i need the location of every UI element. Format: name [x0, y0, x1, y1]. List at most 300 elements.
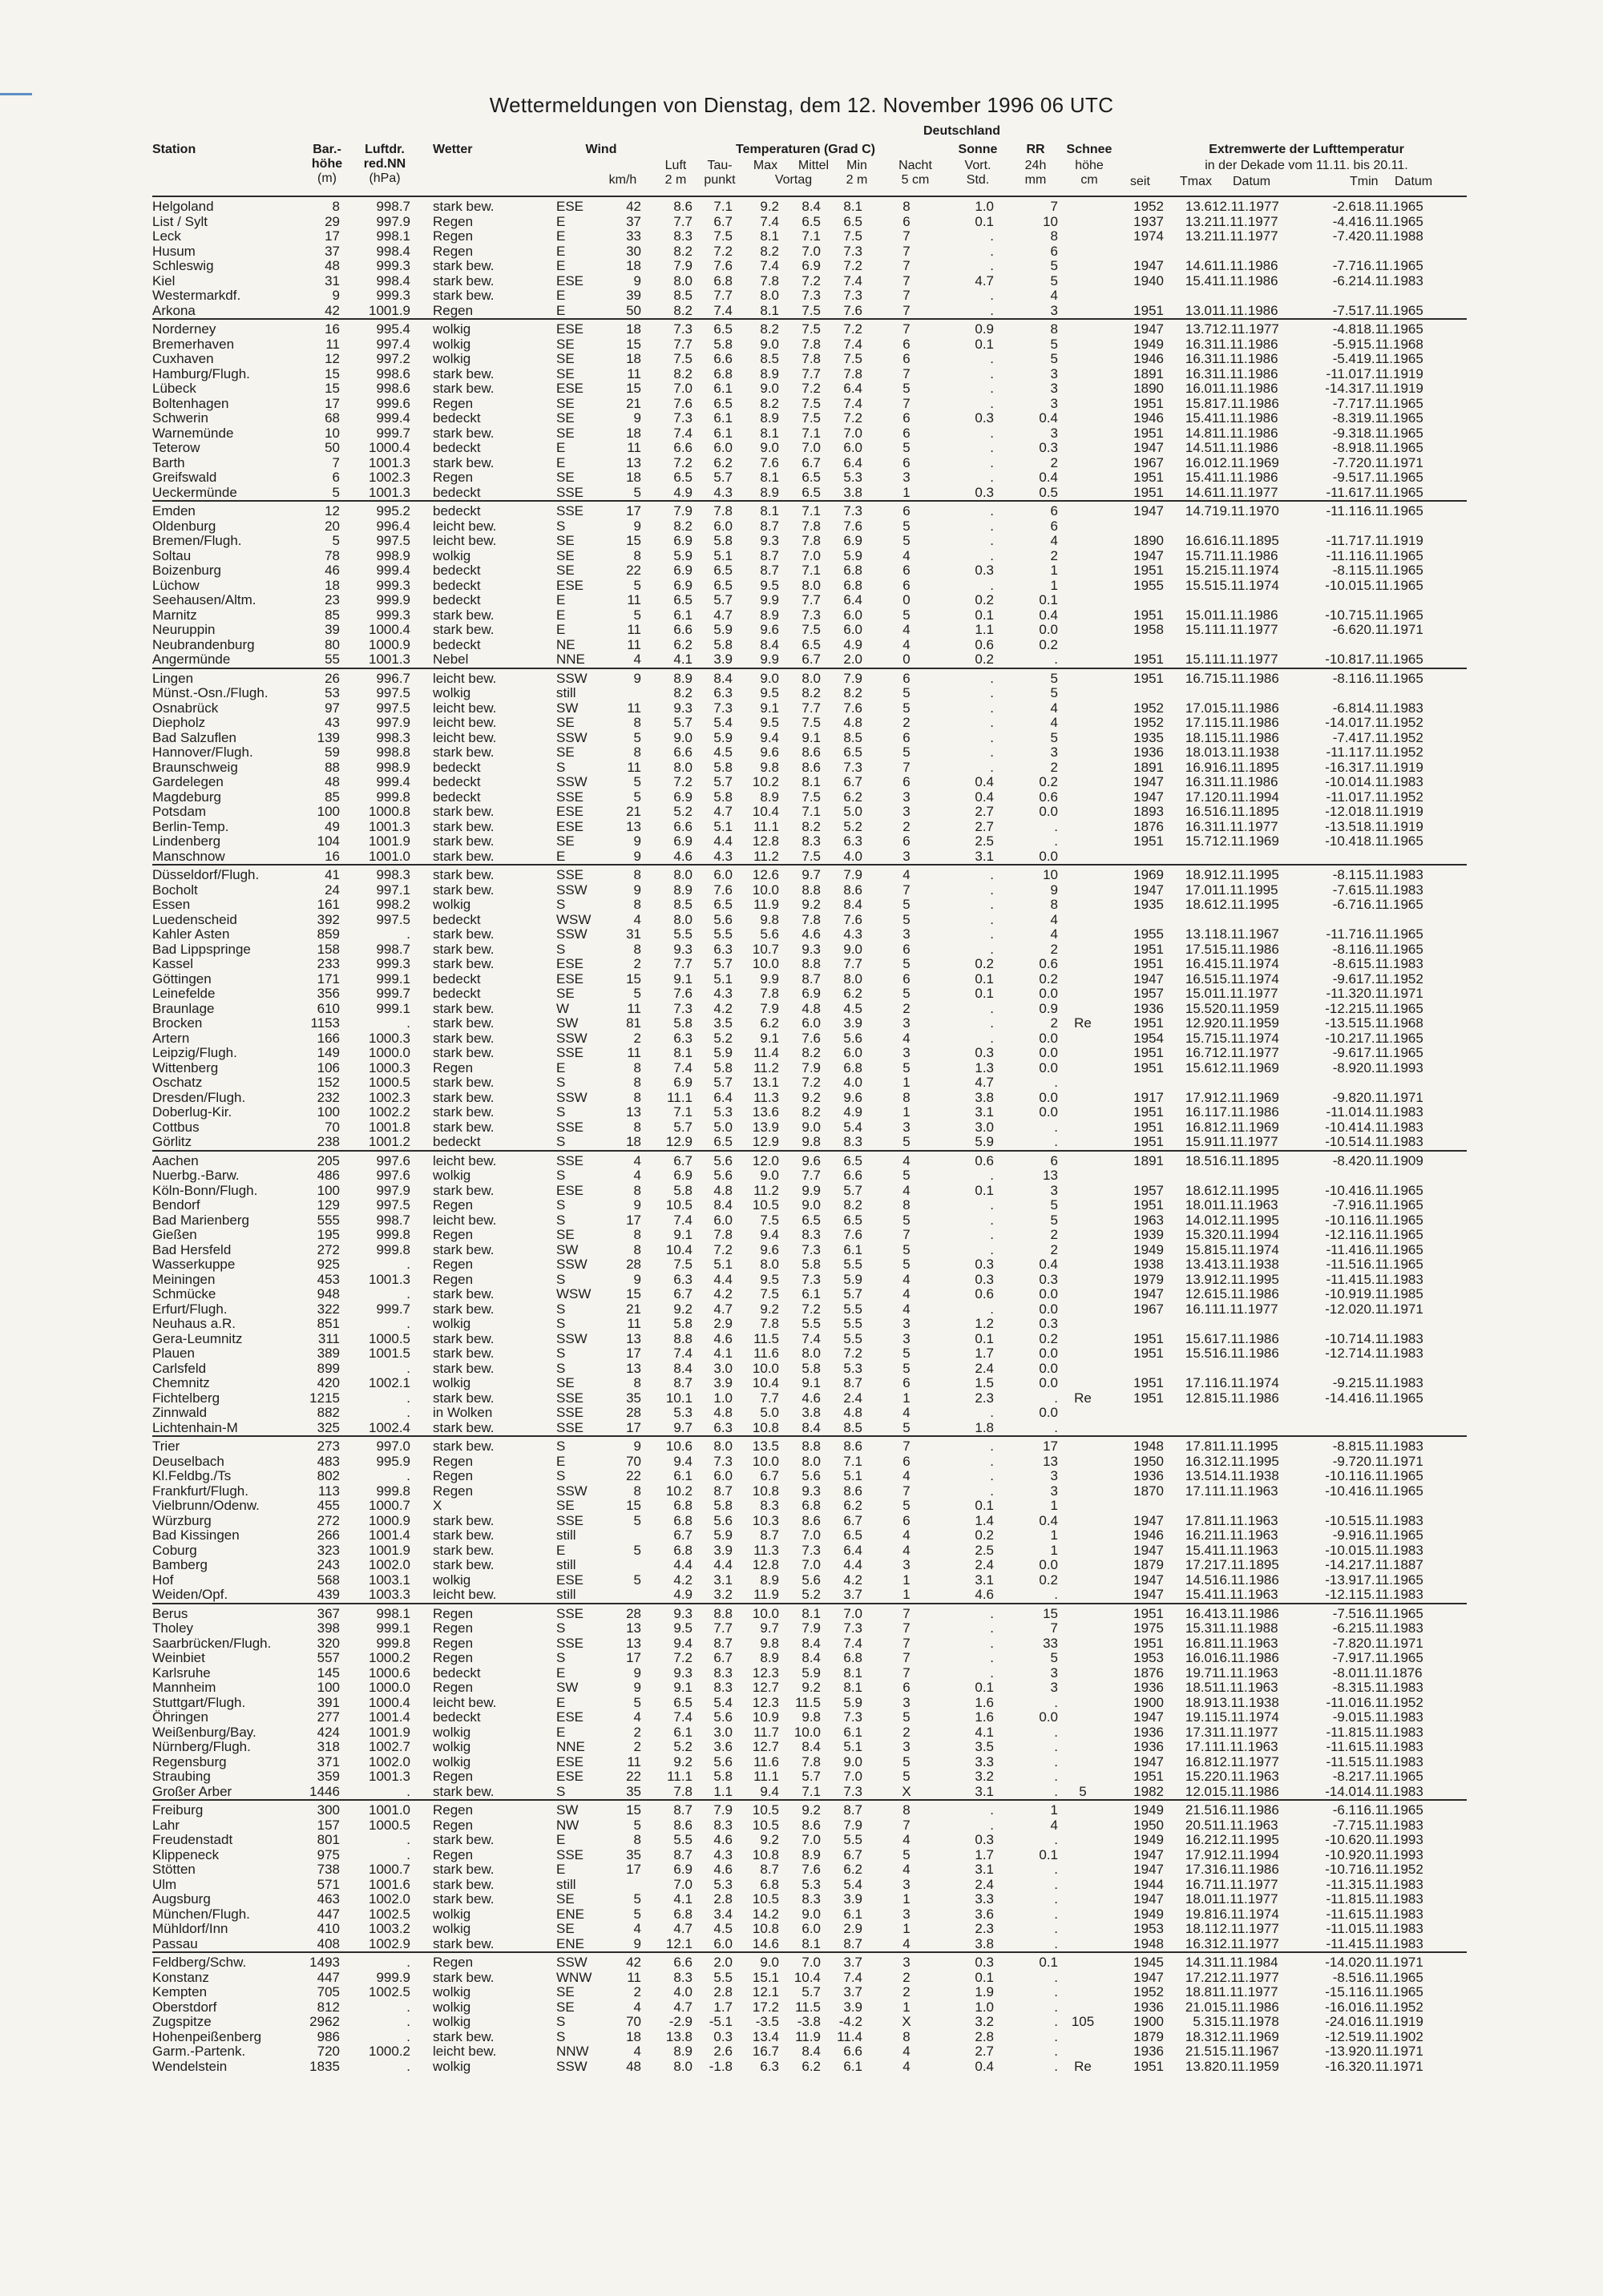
cell-taupunkt: 4.8 — [713, 1182, 733, 1198]
cell-station: Diepholz — [152, 715, 206, 730]
cell-wind-speed: 17 — [626, 1650, 641, 1665]
cell-nacht-5cm: 5 — [902, 1498, 911, 1513]
table-row — [0, 942, 1467, 958]
cell-min-2m: 3.7 — [843, 1587, 862, 1602]
cell-tmax: 17.3 — [1185, 1724, 1212, 1740]
col-tmin: Tmin — [1350, 175, 1379, 188]
cell-luftdruck: 998.9 — [376, 759, 410, 775]
cell-seit: 1951 — [1133, 1346, 1164, 1361]
cell-taupunkt: 6.5 — [713, 897, 733, 912]
cell-mittel: 7.8 — [802, 336, 821, 352]
cell-wind-speed: 13 — [626, 1360, 641, 1376]
cell-tmax-datum: 11.11.1984 — [1212, 1955, 1278, 1970]
cell-tmin-datum: 14.11.1983 — [1356, 1783, 1423, 1799]
cell-rr-24h: 15 — [1043, 1605, 1058, 1621]
cell-barhoehe: 801 — [317, 1832, 340, 1847]
cell-mittel: 6.2 — [802, 2058, 821, 2074]
cell-sonne: 0.2 — [975, 956, 994, 971]
cell-min-2m: 5.5 — [843, 1257, 862, 1272]
cell-luft-2m: 8.2 — [673, 685, 692, 700]
cell-tmin: -8.3 — [1332, 410, 1356, 426]
cell-tmax: 18.5 — [1185, 1152, 1212, 1168]
cell-taupunkt: 3.9 — [713, 1542, 733, 1558]
cell-rr-24h: . — [1054, 1587, 1058, 1602]
cell-luft-2m: 6.5 — [673, 470, 692, 485]
page-title: Wettermeldungen von Dienstag, dem 12. November 1996 06 UTC — [489, 93, 1114, 117]
table-row — [0, 1543, 1467, 1559]
col-luft2m-sub: 2 m — [664, 173, 687, 187]
cell-luft-2m: 7.7 — [673, 213, 692, 229]
col-rr-2: 24h — [1024, 159, 1047, 172]
cell-station: Tholey — [152, 1620, 194, 1636]
table-row — [0, 913, 1467, 928]
cell-min-2m: 7.0 — [843, 1769, 862, 1784]
cell-station: Würzburg — [152, 1512, 212, 1528]
cell-min-2m: 6.8 — [843, 1650, 862, 1665]
cell-sonne: 0.6 — [975, 1286, 994, 1301]
cell-sonne: . — [990, 258, 994, 273]
cell-station: Barth — [152, 454, 185, 470]
cell-min-2m: 4.8 — [843, 1405, 862, 1420]
cell-luftdruck: 1002.4 — [369, 1419, 410, 1435]
cell-luftdruck: 999.3 — [376, 288, 410, 303]
cell-wetter: stark bew. — [433, 882, 495, 898]
cell-rr-24h: . — [1054, 2028, 1058, 2044]
cell-luft-2m: 5.7 — [673, 1119, 692, 1135]
cell-wetter: stark bew. — [433, 272, 495, 289]
cell-station: Leipzig/Flugh. — [152, 1045, 237, 1060]
cell-wind-speed: 18 — [626, 425, 641, 441]
cell-max: 8.9 — [760, 607, 779, 623]
cell-barhoehe: 555 — [317, 1212, 340, 1228]
cell-max: 9.1 — [760, 1030, 779, 1046]
cell-wind-dir: ESE — [556, 199, 584, 214]
cell-nacht-5cm: 3 — [902, 804, 911, 819]
cell-nacht-5cm: 2 — [902, 1969, 911, 1985]
cell-max: 8.9 — [760, 1572, 779, 1588]
cell-mittel: 6.5 — [802, 484, 821, 500]
cell-seit: 1870 — [1133, 1483, 1164, 1499]
cell-nacht-5cm: 6 — [902, 563, 911, 578]
cell-tmin-datum: 15.11.1983 — [1356, 1906, 1423, 1922]
cell-rr-24h: . — [1054, 1390, 1058, 1406]
cell-sonne: 4.7 — [975, 1075, 994, 1090]
cell-mittel: 9.2 — [802, 1089, 821, 1105]
cell-barhoehe: 41 — [325, 867, 340, 882]
cell-nacht-5cm: 5 — [902, 1134, 911, 1149]
table-row — [0, 1213, 1467, 1229]
cell-luft-2m: 7.1 — [673, 1104, 692, 1120]
cell-tmax: 16.5 — [1185, 970, 1212, 987]
cell-station: Hamburg/Flugh. — [152, 365, 250, 381]
cell-nacht-5cm: 1 — [902, 1104, 911, 1120]
cell-tmin: -7.7 — [1332, 258, 1356, 273]
cell-wetter: Regen — [433, 470, 474, 485]
cell-sonne: 0.1 — [975, 213, 994, 229]
cell-wind-dir: E — [556, 1724, 566, 1740]
cell-sonne: 3.6 — [975, 1906, 994, 1922]
cell-taupunkt: -5.1 — [709, 2014, 733, 2029]
cell-wetter: stark bew. — [433, 833, 495, 849]
cell-nacht-5cm: 7 — [902, 1664, 911, 1681]
cell-sonne: . — [990, 926, 994, 942]
table-row — [0, 1528, 1467, 1543]
cell-wetter: bedeckt — [433, 759, 481, 775]
cell-mittel: 8.4 — [802, 1419, 821, 1435]
cell-luftdruck: 995.2 — [376, 503, 410, 519]
cell-wind-dir: SSE — [556, 1119, 584, 1135]
cell-wind-dir: E — [556, 228, 566, 244]
cell-wind-dir: SSE — [556, 484, 584, 500]
cell-min-2m: 3.9 — [843, 1891, 862, 1907]
cell-sonne: 1.9 — [975, 1984, 994, 1999]
cell-rr-24h: 3 — [1050, 381, 1058, 396]
cell-tmin: -9.6 — [1332, 970, 1356, 987]
cell-tmax: 21.5 — [1185, 2044, 1212, 2059]
cell-max: 9.8 — [760, 759, 779, 775]
cell-luft-2m: 7.0 — [673, 381, 692, 396]
cell-tmax-datum: 11.11.1977 — [1212, 228, 1278, 244]
cell-nacht-5cm: 2 — [902, 818, 911, 834]
cell-tmax: 17.2 — [1185, 1969, 1212, 1985]
cell-station: Leinefelde — [152, 986, 216, 1001]
cell-luft-2m: 5.3 — [673, 1405, 692, 1420]
cell-tmin-datum: 16.11.1952 — [1356, 1999, 1423, 2015]
cell-wetter: bedeckt — [433, 592, 481, 607]
cell-barhoehe: 100 — [317, 1104, 340, 1120]
cell-tmax-datum: 11.11.1963 — [1212, 1680, 1278, 1695]
cell-rr-24h: 3 — [1050, 1680, 1058, 1695]
cell-station: Cuxhaven — [152, 351, 214, 366]
cell-taupunkt: 8.3 — [713, 1680, 733, 1695]
cell-seit: 1949 — [1133, 1241, 1164, 1257]
cell-luft-2m: 7.4 — [673, 1346, 692, 1361]
cell-luft-2m: 8.9 — [673, 882, 692, 898]
cell-seit: 1949 — [1133, 1906, 1164, 1922]
cell-luftdruck: 995.4 — [376, 321, 410, 337]
cell-tmin: -11.4 — [1326, 1935, 1356, 1951]
cell-tmin-datum: 15.11.1983 — [1356, 1891, 1423, 1907]
cell-wind-speed: 18 — [626, 321, 641, 337]
cell-nacht-5cm: 6 — [902, 336, 911, 352]
cell-tmax: 18.9 — [1185, 1694, 1212, 1710]
cell-nacht-5cm: 7 — [902, 882, 911, 898]
cell-sonne: 1.3 — [975, 1059, 994, 1075]
cell-max: 7.4 — [760, 258, 779, 273]
table-row — [0, 1439, 1467, 1455]
cell-rr-24h: . — [1054, 1862, 1058, 1877]
cell-station: Aachen — [152, 1152, 199, 1168]
cell-tmax-datum: 12.11.1977 — [1212, 1753, 1279, 1769]
cell-wind-speed: 2 — [633, 1984, 641, 1999]
cell-wetter: wolkig — [433, 685, 471, 700]
cell-wind-speed: 15 — [626, 1498, 641, 1513]
cell-nacht-5cm: 3 — [902, 1557, 911, 1572]
cell-tmin: -8.6 — [1332, 956, 1356, 971]
cell-tmin: -7.6 — [1332, 882, 1356, 898]
cell-luft-2m: 8.0 — [673, 272, 692, 289]
cell-tmax-datum: 11.11.1963 — [1212, 1817, 1278, 1833]
cell-min-2m: 5.6 — [843, 1030, 862, 1046]
table-row — [0, 1484, 1467, 1499]
col-schnee-2: höhe — [1075, 159, 1104, 172]
cell-wind-speed: 17 — [626, 1212, 641, 1228]
cell-barhoehe: 318 — [317, 1739, 340, 1754]
cell-tmax-datum: 12.11.1977 — [1212, 199, 1279, 214]
cell-tmax-datum: 12.11.1977 — [1212, 1921, 1279, 1936]
cell-taupunkt: 3.0 — [713, 1724, 733, 1740]
cell-wind-dir: still — [556, 1527, 576, 1543]
cell-wind-speed: 11 — [627, 440, 641, 455]
table-row — [0, 672, 1467, 687]
cell-seit: 1951 — [1133, 302, 1164, 318]
cell-max: 13.9 — [752, 1119, 779, 1135]
cell-max: 13.5 — [752, 1439, 779, 1454]
cell-max: 11.3 — [753, 1542, 779, 1558]
cell-wind-speed: 11 — [627, 700, 641, 716]
cell-min-2m: 7.0 — [843, 1605, 862, 1621]
cell-luftdruck: 1003.1 — [369, 1572, 410, 1588]
cell-tmax: 12.0 — [1185, 1783, 1212, 1799]
cell-wetter: wolkig — [433, 1375, 471, 1390]
cell-tmin: -6.1 — [1332, 1802, 1356, 1818]
cell-wind-speed: 37 — [626, 213, 641, 229]
cell-mittel: 6.5 — [802, 636, 821, 652]
cell-tmax: 16.1 — [1185, 1301, 1212, 1317]
cell-tmin-datum: 20.11.1971 — [1356, 1301, 1423, 1317]
cell-seit: 1945 — [1133, 1955, 1164, 1970]
cell-wind-dir: E — [556, 288, 566, 303]
cell-luft-2m: 12.9 — [665, 1134, 692, 1149]
cell-max: 10.0 — [752, 1453, 779, 1469]
cell-luft-2m: 9.2 — [673, 1301, 692, 1317]
cell-station: Freudenstadt — [152, 1832, 233, 1847]
cell-nacht-5cm: 1 — [902, 1075, 911, 1090]
cell-wind-dir: E — [556, 213, 566, 229]
cell-wetter: stark bew. — [433, 1075, 495, 1090]
cell-mittel: 6.9 — [802, 258, 821, 273]
cell-nacht-5cm: 0 — [902, 652, 911, 667]
cell-rr-24h: 8 — [1050, 897, 1058, 912]
cell-mittel: 7.8 — [802, 533, 821, 548]
table-row — [0, 623, 1467, 638]
cell-seit: 1900 — [1133, 1694, 1164, 1710]
cell-sonne: . — [990, 440, 994, 455]
cell-rr-24h: 5 — [1050, 729, 1058, 745]
cell-luft-2m: 5.8 — [673, 1182, 692, 1198]
cell-luftdruck: 1002.9 — [369, 1935, 410, 1951]
cell-mittel: 5.8 — [802, 1360, 821, 1376]
cell-rr-24h: 5 — [1050, 1212, 1058, 1228]
cell-seit: 1951 — [1133, 1134, 1164, 1149]
cell-max: 9.9 — [760, 970, 779, 987]
cell-luft-2m: 4.1 — [673, 652, 692, 667]
cell-rr-24h: 5 — [1050, 351, 1058, 366]
cell-tmax: 14.6 — [1185, 258, 1212, 273]
cell-sonne: . — [990, 1439, 994, 1454]
cell-sonne: . — [990, 454, 994, 470]
table-row — [0, 745, 1467, 761]
cell-seit: 1947 — [1133, 1891, 1164, 1907]
cell-rr-24h: 3 — [1050, 1468, 1058, 1483]
cell-barhoehe: 29 — [325, 213, 340, 229]
cell-taupunkt: 2.8 — [713, 1891, 733, 1907]
cell-max: 9.0 — [760, 670, 779, 686]
cell-sonne: . — [990, 1168, 994, 1183]
cell-luftdruck: 1002.7 — [369, 1739, 410, 1754]
cell-wetter: stark bew. — [433, 1891, 495, 1907]
cell-luftdruck: 995.9 — [376, 1453, 410, 1469]
cell-barhoehe: 8 — [332, 199, 340, 214]
cell-luft-2m: 4.9 — [673, 1587, 692, 1602]
cell-tmin-datum: 15.11.1983 — [1356, 1680, 1423, 1695]
cell-luft-2m: 10.1 — [665, 1390, 692, 1406]
cell-min-2m: 9.0 — [843, 941, 862, 957]
cell-nacht-5cm: X — [902, 1783, 911, 1799]
cell-tmin-datum: 16.11.1965 — [1356, 1468, 1423, 1483]
cell-taupunkt: 5.1 — [713, 818, 733, 834]
cell-taupunkt: 4.3 — [713, 1846, 733, 1862]
cell-luftdruck: 996.4 — [376, 518, 410, 534]
cell-rr-24h: 8 — [1050, 321, 1058, 337]
cell-seit: 1936 — [1133, 1680, 1164, 1695]
cell-barhoehe: 53 — [325, 685, 340, 700]
cell-seit: 1951 — [1133, 470, 1164, 485]
cell-luftdruck: 1000.5 — [369, 1817, 410, 1833]
cell-taupunkt: 1.0 — [713, 1390, 733, 1406]
cell-tmin-datum: 15.11.1983 — [1356, 1817, 1423, 1833]
cell-max: 11.3 — [753, 1089, 779, 1105]
cell-tmin-datum: 15.11.1965 — [1356, 607, 1423, 623]
cell-min-2m: 8.2 — [843, 685, 862, 700]
cell-rr-24h: . — [1054, 1876, 1058, 1892]
cell-tmin-datum: 15.11.1965 — [1356, 563, 1423, 578]
cell-tmin: -2.6 — [1332, 199, 1356, 214]
cell-taupunkt: 6.5 — [713, 321, 733, 337]
cell-tmax-datum: 16.11.1895 — [1212, 533, 1279, 548]
cell-tmax: 18.3 — [1185, 2028, 1212, 2044]
cell-tmin-datum: 16.11.1965 — [1356, 670, 1423, 686]
cell-sonne: 0.3 — [975, 1045, 994, 1060]
cell-wind-dir: E — [556, 592, 566, 607]
cell-wetter: wolkig — [433, 321, 471, 337]
cell-wind-speed: 18 — [626, 2028, 641, 2044]
cell-tmax-datum: 17.11.1986 — [1212, 1330, 1279, 1346]
cell-rr-24h: . — [1054, 1832, 1058, 1847]
cell-rr-24h: 1 — [1050, 1498, 1058, 1513]
cell-tmax: 5.3 — [1193, 2014, 1212, 2029]
cell-wind-dir: SSW — [556, 774, 587, 789]
cell-tmin-datum: 15.11.1983 — [1356, 1921, 1423, 1936]
cell-tmax: 16.4 — [1185, 956, 1212, 971]
cell-tmin: -8.2 — [1332, 1769, 1356, 1784]
table-row — [0, 367, 1467, 382]
cell-tmax-datum: 11.11.1977 — [1212, 622, 1278, 637]
cell-wetter: Regen — [433, 1817, 474, 1833]
table-row — [0, 1803, 1467, 1818]
cell-min-2m: 6.7 — [843, 1846, 862, 1862]
cell-rr-24h: 0.0 — [1039, 1089, 1058, 1105]
cell-wind-speed: 11 — [627, 365, 641, 381]
cell-taupunkt: 5.9 — [713, 729, 733, 745]
cell-min-2m: 5.3 — [843, 470, 862, 485]
cell-wind-speed: 9 — [633, 518, 641, 534]
cell-station: Berlin-Temp. — [152, 818, 229, 834]
cell-sonne: 3.1 — [975, 1783, 994, 1799]
cell-wetter: Regen — [433, 1197, 474, 1213]
cell-taupunkt: 3.0 — [713, 1360, 733, 1376]
cell-tmax: 16.0 — [1185, 1650, 1212, 1665]
cell-station: Nuerbg.-Barw. — [152, 1168, 240, 1183]
cell-tmin-datum: 18.11.1965 — [1356, 321, 1423, 337]
cell-tmin: -7.7 — [1332, 395, 1356, 411]
cell-taupunkt: 6.0 — [713, 867, 733, 882]
table-row — [0, 1376, 1467, 1391]
cell-min-2m: 7.5 — [843, 351, 862, 366]
cell-tmin: -11.8 — [1326, 1724, 1356, 1740]
cell-mittel: 4.6 — [802, 1390, 821, 1406]
cell-tmin: -11.3 — [1326, 986, 1356, 1001]
cell-wind-dir: E — [556, 622, 566, 637]
cell-luftdruck: . — [406, 1846, 410, 1862]
cell-mittel: 8.6 — [802, 1512, 821, 1528]
cell-sonne: . — [990, 351, 994, 366]
cell-wind-dir: WNW — [556, 1969, 592, 1985]
cell-taupunkt: 7.3 — [713, 1453, 733, 1469]
cell-seit: 1951 — [1133, 652, 1164, 667]
cell-min-2m: 7.4 — [843, 395, 862, 411]
cell-barhoehe: 266 — [317, 1527, 340, 1543]
cell-luft-2m: 6.1 — [673, 1468, 692, 1483]
station-group — [152, 1435, 1467, 1603]
cell-tmax-datum: 15.11.1974 — [1212, 956, 1279, 971]
cell-luft-2m: 8.4 — [673, 1360, 692, 1376]
cell-luftdruck: 998.6 — [376, 381, 410, 396]
cell-mittel: 7.8 — [802, 518, 821, 534]
cell-tmax-datum: 11.11.1963 — [1212, 1587, 1278, 1602]
cell-tmax: 18.5 — [1185, 1680, 1212, 1695]
cell-tmax-datum: 12.11.1969 — [1212, 1059, 1279, 1075]
cell-wind-speed: 8 — [633, 1119, 641, 1135]
cell-tmin: -4.8 — [1332, 321, 1356, 337]
cell-wind-speed: 11 — [627, 1753, 641, 1769]
cell-wind-speed: 15 — [626, 970, 641, 987]
cell-wind-speed: 31 — [626, 926, 641, 942]
cell-max: 5.6 — [760, 926, 779, 942]
cell-taupunkt: 5.8 — [713, 789, 733, 805]
cell-luftdruck: 997.5 — [376, 1197, 410, 1213]
cell-nacht-5cm: 5 — [902, 1059, 911, 1075]
cell-seit: 1936 — [1133, 2044, 1164, 2059]
cell-taupunkt: 5.9 — [713, 1045, 733, 1060]
cell-taupunkt: 7.7 — [713, 288, 733, 303]
cell-seit: 1936 — [1133, 744, 1164, 760]
cell-station: Manschnow — [152, 848, 225, 864]
cell-tmax: 16.3 — [1185, 818, 1212, 834]
cell-wind-dir: S — [556, 2014, 566, 2029]
cell-sonne: . — [990, 243, 994, 259]
table-row — [0, 1046, 1467, 1061]
cell-station: Kl.Feldbg./Ts — [152, 1468, 232, 1483]
cell-tmax: 15.4 — [1185, 470, 1212, 485]
cell-luft-2m: 8.6 — [673, 199, 692, 214]
cell-tmin: -10.1 — [1325, 1468, 1356, 1483]
cell-sonne: . — [990, 911, 994, 927]
cell-mittel: 8.4 — [802, 2044, 821, 2059]
cell-wetter: wolkig — [433, 1984, 471, 1999]
cell-mittel: 8.2 — [802, 818, 821, 834]
cell-barhoehe: 26 — [325, 670, 340, 686]
